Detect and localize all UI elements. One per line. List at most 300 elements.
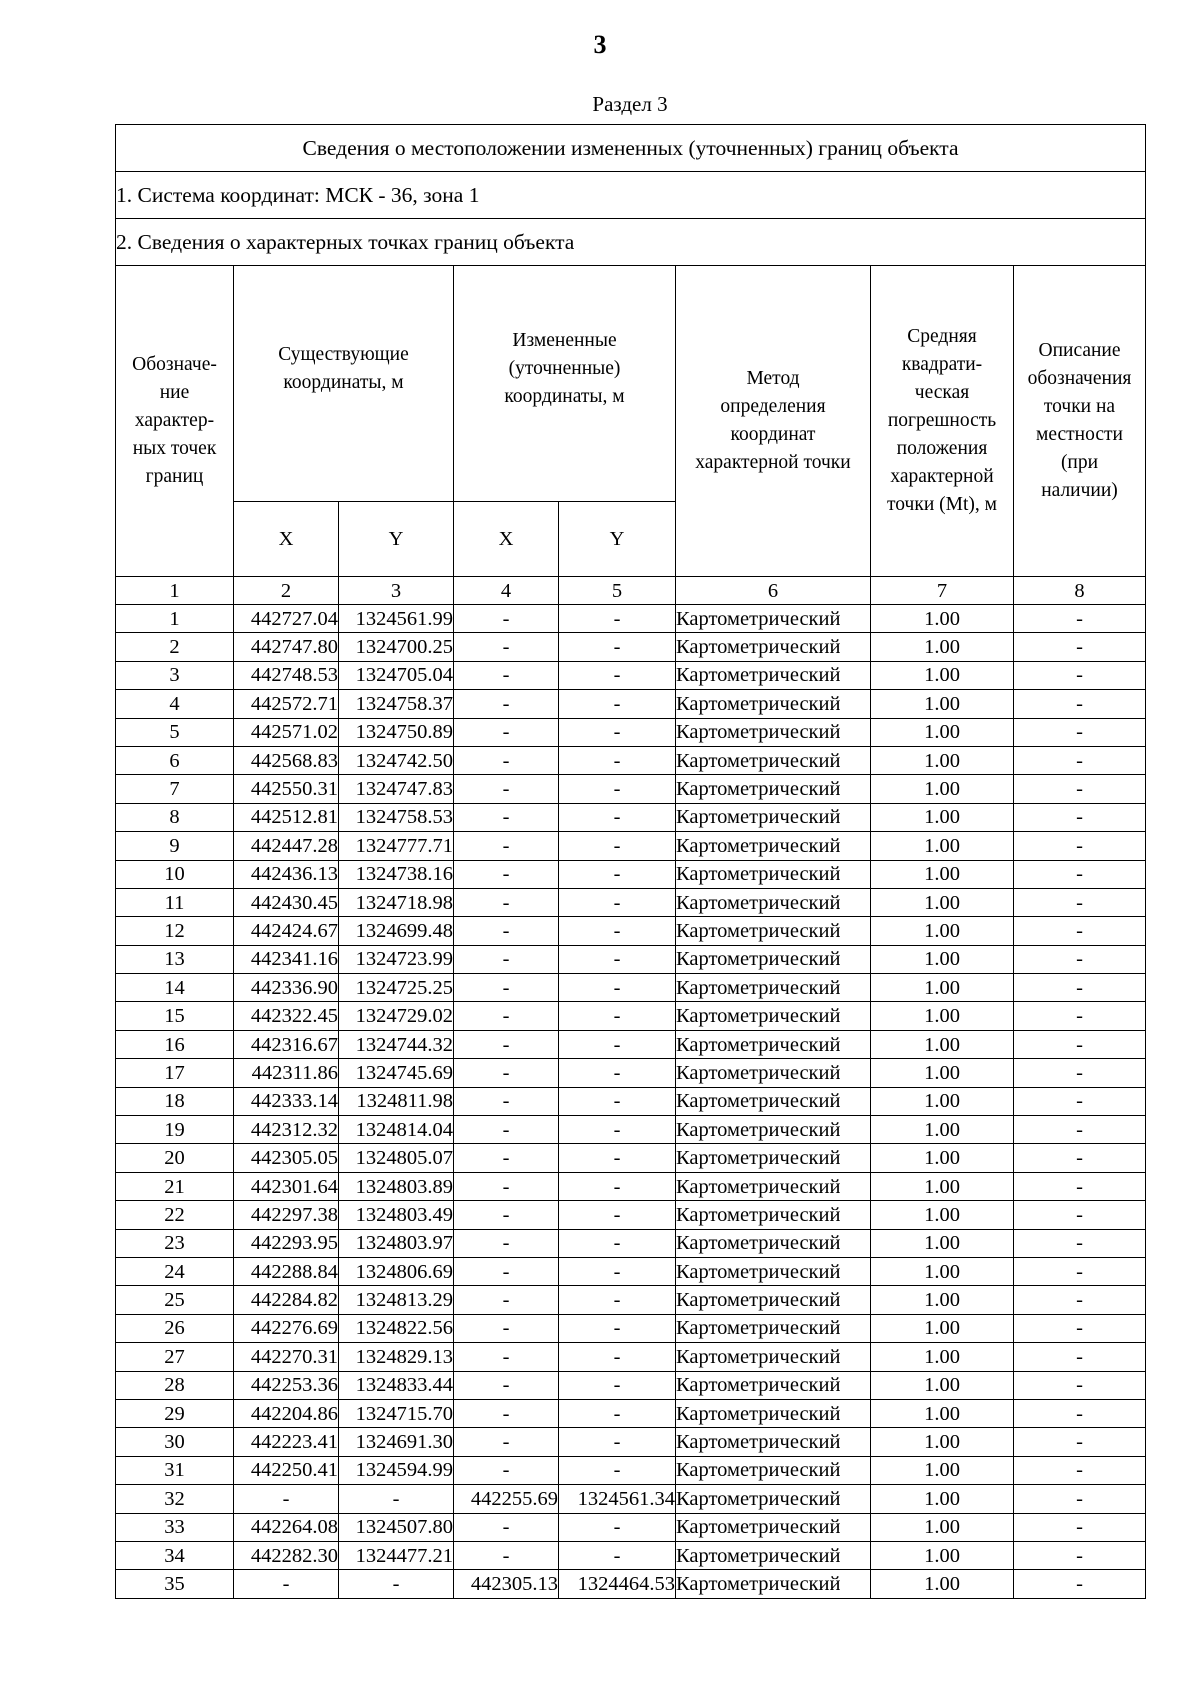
cell-changed-y: - <box>559 832 676 860</box>
cell-existing-x: - <box>234 1485 339 1513</box>
cell-existing-y: 1324729.02 <box>339 1002 454 1030</box>
cell-method: Картометрический <box>676 1002 871 1030</box>
cell-changed-y: - <box>559 1513 676 1541</box>
header-line: Метод <box>746 368 800 389</box>
cell-description: - <box>1014 775 1146 803</box>
table-row <box>116 1030 1146 1058</box>
cell-changed-x: - <box>454 746 559 774</box>
cell-changed-y: - <box>559 1257 676 1285</box>
header-changed-y: Y <box>559 502 676 577</box>
cell-changed-y: - <box>559 746 676 774</box>
header-description <box>1014 266 1146 577</box>
header-existing-coords <box>234 266 454 502</box>
cell-description: - <box>1014 661 1146 689</box>
cell-existing-x: 442316.67 <box>234 1030 339 1058</box>
cell-method: Картометрический <box>676 860 871 888</box>
cell-point-id: 35 <box>116 1570 234 1598</box>
cell-point-id: 18 <box>116 1087 234 1115</box>
cell-description: - <box>1014 1144 1146 1172</box>
cell-point-id: 28 <box>116 1371 234 1399</box>
table-row <box>116 633 1146 661</box>
table-row <box>116 832 1146 860</box>
cell-method: Картометрический <box>676 1371 871 1399</box>
column-number: 1 <box>116 577 234 605</box>
cell-point-id: 11 <box>116 888 234 916</box>
cell-existing-x: 442284.82 <box>234 1286 339 1314</box>
cell-description: - <box>1014 1087 1146 1115</box>
column-number: 3 <box>339 577 454 605</box>
boundary-points-table <box>115 124 1146 1599</box>
cell-point-id: 12 <box>116 917 234 945</box>
cell-existing-y: 1324803.89 <box>339 1172 454 1200</box>
cell-changed-x: - <box>454 1144 559 1172</box>
cell-existing-x: 442572.71 <box>234 690 339 718</box>
cell-existing-x: 442322.45 <box>234 1002 339 1030</box>
cell-method: Картометрический <box>676 974 871 1002</box>
header-changed-coords <box>454 266 676 502</box>
cell-method: Картометрический <box>676 633 871 661</box>
cell-description: - <box>1014 1541 1146 1569</box>
header-line: характерной <box>890 466 994 487</box>
cell-mean-error: 1.00 <box>871 1371 1014 1399</box>
cell-changed-x: - <box>454 1343 559 1371</box>
cell-description: - <box>1014 974 1146 1002</box>
cell-method: Картометрический <box>676 832 871 860</box>
cell-method: Картометрический <box>676 945 871 973</box>
cell-existing-y: 1324705.04 <box>339 661 454 689</box>
cell-description: - <box>1014 633 1146 661</box>
cell-mean-error: 1.00 <box>871 917 1014 945</box>
cell-changed-y: - <box>559 974 676 1002</box>
cell-existing-y: 1324814.04 <box>339 1116 454 1144</box>
cell-existing-y: 1324507.80 <box>339 1513 454 1541</box>
cell-existing-y: 1324747.83 <box>339 775 454 803</box>
header-line: координат <box>730 424 816 445</box>
cell-method: Картометрический <box>676 1030 871 1058</box>
cell-point-id: 14 <box>116 974 234 1002</box>
cell-existing-y: 1324477.21 <box>339 1541 454 1569</box>
cell-description: - <box>1014 1286 1146 1314</box>
header-point-designation <box>116 266 234 577</box>
table-row <box>116 1485 1146 1513</box>
cell-method: Картометрический <box>676 1314 871 1342</box>
cell-existing-y: 1324725.25 <box>339 974 454 1002</box>
cell-mean-error: 1.00 <box>871 1485 1014 1513</box>
cell-existing-x: 442430.45 <box>234 888 339 916</box>
header-line: наличии) <box>1041 480 1118 501</box>
cell-description: - <box>1014 1002 1146 1030</box>
cell-point-id: 13 <box>116 945 234 973</box>
cell-changed-y: - <box>559 775 676 803</box>
cell-description: - <box>1014 690 1146 718</box>
table-row <box>116 1002 1146 1030</box>
cell-point-id: 21 <box>116 1172 234 1200</box>
cell-mean-error: 1.00 <box>871 605 1014 633</box>
cell-changed-y: - <box>559 633 676 661</box>
cell-method: Картометрический <box>676 1087 871 1115</box>
cell-changed-y: - <box>559 1371 676 1399</box>
cell-point-id: 25 <box>116 1286 234 1314</box>
cell-point-id: 24 <box>116 1257 234 1285</box>
cell-mean-error: 1.00 <box>871 1456 1014 1484</box>
cell-mean-error: 1.00 <box>871 1513 1014 1541</box>
cell-existing-y: 1324745.69 <box>339 1059 454 1087</box>
header-line: точки на <box>1043 396 1116 417</box>
cell-changed-y: - <box>559 1002 676 1030</box>
cell-existing-y: 1324777.71 <box>339 832 454 860</box>
cell-point-id: 3 <box>116 661 234 689</box>
cell-mean-error: 1.00 <box>871 1428 1014 1456</box>
table-row <box>116 860 1146 888</box>
cell-method: Картометрический <box>676 1399 871 1427</box>
table-row <box>116 803 1146 831</box>
cell-description: - <box>1014 803 1146 831</box>
cell-point-id: 20 <box>116 1144 234 1172</box>
cell-existing-x: 442276.69 <box>234 1314 339 1342</box>
cell-existing-y: 1324718.98 <box>339 888 454 916</box>
cell-point-id: 10 <box>116 860 234 888</box>
cell-description: - <box>1014 1485 1146 1513</box>
cell-description: - <box>1014 1343 1146 1371</box>
cell-existing-y: 1324829.13 <box>339 1343 454 1371</box>
cell-changed-x: - <box>454 1257 559 1285</box>
table-row <box>116 1314 1146 1342</box>
cell-point-id: 9 <box>116 832 234 860</box>
cell-method: Картометрический <box>676 718 871 746</box>
table-row <box>116 1229 1146 1257</box>
cell-existing-x: 442312.32 <box>234 1116 339 1144</box>
cell-changed-x: - <box>454 633 559 661</box>
cell-existing-y: 1324744.32 <box>339 1030 454 1058</box>
cell-changed-x: - <box>454 1513 559 1541</box>
column-number: 6 <box>676 577 871 605</box>
cell-method: Картометрический <box>676 1286 871 1314</box>
header-line: координаты, м <box>504 385 625 407</box>
cell-existing-x: 442424.67 <box>234 917 339 945</box>
cell-point-id: 30 <box>116 1428 234 1456</box>
header-line: ческая <box>914 382 970 403</box>
cell-existing-y: 1324715.70 <box>339 1399 454 1427</box>
cell-existing-y: 1324700.25 <box>339 633 454 661</box>
points-heading: 2. Сведения о характерных точках границ объекта <box>116 219 1146 266</box>
cell-description: - <box>1014 917 1146 945</box>
page-number: 3 <box>593 30 607 59</box>
cell-existing-x: 442270.31 <box>234 1343 339 1371</box>
header-line: положения <box>896 438 988 459</box>
table-row <box>116 1399 1146 1427</box>
table-row <box>116 605 1146 633</box>
header-line: обозначения <box>1027 368 1132 389</box>
table-row <box>116 1087 1146 1115</box>
header-line: границ <box>145 466 204 487</box>
cell-existing-y: 1324806.69 <box>339 1257 454 1285</box>
cell-changed-y: - <box>559 1286 676 1314</box>
cell-existing-x: 442301.64 <box>234 1172 339 1200</box>
cell-existing-x: 442748.53 <box>234 661 339 689</box>
table-row <box>116 974 1146 1002</box>
cell-changed-y: - <box>559 1201 676 1229</box>
cell-method: Картометрический <box>676 1116 871 1144</box>
cell-mean-error: 1.00 <box>871 1059 1014 1087</box>
cell-method: Картометрический <box>676 605 871 633</box>
table-row <box>116 718 1146 746</box>
column-number-row <box>116 577 1146 605</box>
cell-existing-x: 442223.41 <box>234 1428 339 1456</box>
cell-point-id: 22 <box>116 1201 234 1229</box>
cell-point-id: 2 <box>116 633 234 661</box>
cell-changed-y: - <box>559 690 676 718</box>
header-line: квадрати- <box>901 354 983 375</box>
table-row <box>116 888 1146 916</box>
cell-method: Картометрический <box>676 1485 871 1513</box>
cell-changed-x: - <box>454 775 559 803</box>
cell-changed-y: - <box>559 1087 676 1115</box>
cell-changed-x: - <box>454 661 559 689</box>
cell-mean-error: 1.00 <box>871 888 1014 916</box>
cell-changed-x: - <box>454 1087 559 1115</box>
cell-point-id: 32 <box>116 1485 234 1513</box>
column-number: 7 <box>871 577 1014 605</box>
cell-point-id: 17 <box>116 1059 234 1087</box>
cell-method: Картометрический <box>676 803 871 831</box>
cell-description: - <box>1014 1201 1146 1229</box>
cell-method: Картометрический <box>676 1513 871 1541</box>
table-row <box>116 1257 1146 1285</box>
cell-mean-error: 1.00 <box>871 1116 1014 1144</box>
cell-existing-y: 1324750.89 <box>339 718 454 746</box>
cell-mean-error: 1.00 <box>871 1030 1014 1058</box>
cell-existing-y: 1324691.30 <box>339 1428 454 1456</box>
cell-changed-x: - <box>454 1456 559 1484</box>
cell-mean-error: 1.00 <box>871 1343 1014 1371</box>
cell-method: Картометрический <box>676 1456 871 1484</box>
cell-mean-error: 1.00 <box>871 1314 1014 1342</box>
cell-existing-x: 442293.95 <box>234 1229 339 1257</box>
cell-existing-y: - <box>339 1570 454 1598</box>
cell-changed-x: - <box>454 1428 559 1456</box>
header-line: Обозначе- <box>132 354 217 375</box>
cell-changed-x: - <box>454 1201 559 1229</box>
cell-changed-y: - <box>559 605 676 633</box>
cell-existing-y: 1324813.29 <box>339 1286 454 1314</box>
cell-existing-x: 442204.86 <box>234 1399 339 1427</box>
cell-mean-error: 1.00 <box>871 1229 1014 1257</box>
cell-mean-error: 1.00 <box>871 1570 1014 1598</box>
cell-method: Картометрический <box>676 1541 871 1569</box>
header-method <box>676 266 871 577</box>
cell-point-id: 4 <box>116 690 234 718</box>
cell-description: - <box>1014 1570 1146 1598</box>
cell-mean-error: 1.00 <box>871 1201 1014 1229</box>
cell-changed-y: - <box>559 1059 676 1087</box>
cell-existing-x: 442727.04 <box>234 605 339 633</box>
cell-existing-y: 1324822.56 <box>339 1314 454 1342</box>
cell-existing-x: 442311.86 <box>234 1059 339 1087</box>
cell-existing-y: 1324803.97 <box>339 1229 454 1257</box>
cell-existing-y: 1324723.99 <box>339 945 454 973</box>
cell-changed-x: - <box>454 803 559 831</box>
column-number: 4 <box>454 577 559 605</box>
cell-point-id: 8 <box>116 803 234 831</box>
table-row <box>116 1570 1146 1598</box>
header-line: ных точек <box>132 438 217 459</box>
cell-changed-y: - <box>559 888 676 916</box>
header-line: координаты, м <box>283 371 404 393</box>
cell-description: - <box>1014 746 1146 774</box>
cell-mean-error: 1.00 <box>871 832 1014 860</box>
header-line: точки (Mt), м <box>887 494 997 515</box>
cell-existing-y: 1324803.49 <box>339 1201 454 1229</box>
header-line: Средняя <box>907 326 977 347</box>
header-line: Измененные <box>512 329 617 351</box>
column-number: 2 <box>234 577 339 605</box>
cell-existing-x: 442341.16 <box>234 945 339 973</box>
header-line: характерной точки <box>695 452 851 473</box>
cell-description: - <box>1014 860 1146 888</box>
cell-changed-y: - <box>559 1144 676 1172</box>
table-row <box>116 1541 1146 1569</box>
cell-existing-x: 442512.81 <box>234 803 339 831</box>
cell-changed-x: - <box>454 1399 559 1427</box>
cell-changed-y: - <box>559 1030 676 1058</box>
cell-mean-error: 1.00 <box>871 1144 1014 1172</box>
cell-description: - <box>1014 1030 1146 1058</box>
cell-method: Картометрический <box>676 1343 871 1371</box>
cell-point-id: 5 <box>116 718 234 746</box>
cell-changed-x: - <box>454 860 559 888</box>
cell-changed-y: - <box>559 1314 676 1342</box>
cell-point-id: 29 <box>116 1399 234 1427</box>
table-row <box>116 690 1146 718</box>
table-row <box>116 1428 1146 1456</box>
cell-changed-y: - <box>559 945 676 973</box>
cell-changed-x: - <box>454 1229 559 1257</box>
cell-description: - <box>1014 1399 1146 1427</box>
cell-description: - <box>1014 1059 1146 1087</box>
cell-existing-y: 1324811.98 <box>339 1087 454 1115</box>
cell-method: Картометрический <box>676 746 871 774</box>
cell-existing-x: 442571.02 <box>234 718 339 746</box>
cell-point-id: 6 <box>116 746 234 774</box>
cell-changed-x: - <box>454 945 559 973</box>
cell-method: Картометрический <box>676 661 871 689</box>
cell-changed-x: - <box>454 1286 559 1314</box>
header-line: (при <box>1060 452 1099 473</box>
cell-changed-x: - <box>454 1371 559 1399</box>
cell-changed-y: 1324561.34 <box>559 1485 676 1513</box>
cell-existing-x: 442250.41 <box>234 1456 339 1484</box>
cell-existing-x: 442264.08 <box>234 1513 339 1541</box>
cell-point-id: 26 <box>116 1314 234 1342</box>
header-line: Описание <box>1038 340 1121 361</box>
table-row <box>116 1201 1146 1229</box>
cell-point-id: 7 <box>116 775 234 803</box>
cell-changed-x: 442255.69 <box>454 1485 559 1513</box>
cell-changed-x: - <box>454 1030 559 1058</box>
cell-method: Картометрический <box>676 1144 871 1172</box>
cell-mean-error: 1.00 <box>871 1087 1014 1115</box>
cell-changed-y: - <box>559 1172 676 1200</box>
cell-mean-error: 1.00 <box>871 860 1014 888</box>
cell-description: - <box>1014 605 1146 633</box>
cell-mean-error: 1.00 <box>871 775 1014 803</box>
cell-description: - <box>1014 1172 1146 1200</box>
table-row <box>116 1116 1146 1144</box>
cell-existing-x: 442297.38 <box>234 1201 339 1229</box>
cell-existing-x: 442333.14 <box>234 1087 339 1115</box>
header-line: местности <box>1036 424 1123 445</box>
cell-point-id: 19 <box>116 1116 234 1144</box>
cell-mean-error: 1.00 <box>871 690 1014 718</box>
header-mean-error <box>871 266 1014 577</box>
cell-mean-error: 1.00 <box>871 746 1014 774</box>
column-number: 5 <box>559 577 676 605</box>
table-row <box>116 1456 1146 1484</box>
cell-changed-x: - <box>454 605 559 633</box>
cell-mean-error: 1.00 <box>871 1541 1014 1569</box>
cell-existing-y: 1324758.53 <box>339 803 454 831</box>
header-line: погрешность <box>887 410 997 431</box>
cell-changed-y: - <box>559 1399 676 1427</box>
cell-changed-y: - <box>559 1428 676 1456</box>
cell-description: - <box>1014 1229 1146 1257</box>
cell-method: Картометрический <box>676 1172 871 1200</box>
cell-existing-y: 1324699.48 <box>339 917 454 945</box>
cell-method: Картометрический <box>676 775 871 803</box>
cell-changed-x: 442305.13 <box>454 1570 559 1598</box>
cell-mean-error: 1.00 <box>871 1399 1014 1427</box>
cell-changed-x: - <box>454 1541 559 1569</box>
header-line: характер- <box>134 410 215 431</box>
cell-description: - <box>1014 945 1146 973</box>
table-row <box>116 1172 1146 1200</box>
column-number: 8 <box>1014 577 1146 605</box>
cell-description: - <box>1014 1513 1146 1541</box>
table-row <box>116 746 1146 774</box>
cell-description: - <box>1014 1314 1146 1342</box>
cell-point-id: 31 <box>116 1456 234 1484</box>
header-line: Существующие <box>278 343 409 365</box>
cell-changed-x: - <box>454 832 559 860</box>
cell-existing-x: 442550.31 <box>234 775 339 803</box>
cell-existing-x: 442336.90 <box>234 974 339 1002</box>
cell-changed-x: - <box>454 1002 559 1030</box>
cell-point-id: 15 <box>116 1002 234 1030</box>
cell-mean-error: 1.00 <box>871 633 1014 661</box>
cell-method: Картометрический <box>676 1229 871 1257</box>
header-line: ние <box>159 382 190 403</box>
cell-changed-x: - <box>454 917 559 945</box>
cell-point-id: 16 <box>116 1030 234 1058</box>
cell-mean-error: 1.00 <box>871 803 1014 831</box>
cell-existing-x: 442288.84 <box>234 1257 339 1285</box>
cell-point-id: 27 <box>116 1343 234 1371</box>
cell-mean-error: 1.00 <box>871 1286 1014 1314</box>
cell-method: Картометрический <box>676 1570 871 1598</box>
cell-existing-y: 1324561.99 <box>339 605 454 633</box>
cell-changed-y: - <box>559 860 676 888</box>
cell-description: - <box>1014 1456 1146 1484</box>
cell-method: Картометрический <box>676 888 871 916</box>
table-row <box>116 945 1146 973</box>
cell-existing-x: 442436.13 <box>234 860 339 888</box>
cell-existing-y: 1324742.50 <box>339 746 454 774</box>
cell-changed-y: - <box>559 661 676 689</box>
cell-description: - <box>1014 1371 1146 1399</box>
cell-method: Картометрический <box>676 1059 871 1087</box>
cell-existing-y: 1324805.07 <box>339 1144 454 1172</box>
cell-mean-error: 1.00 <box>871 661 1014 689</box>
